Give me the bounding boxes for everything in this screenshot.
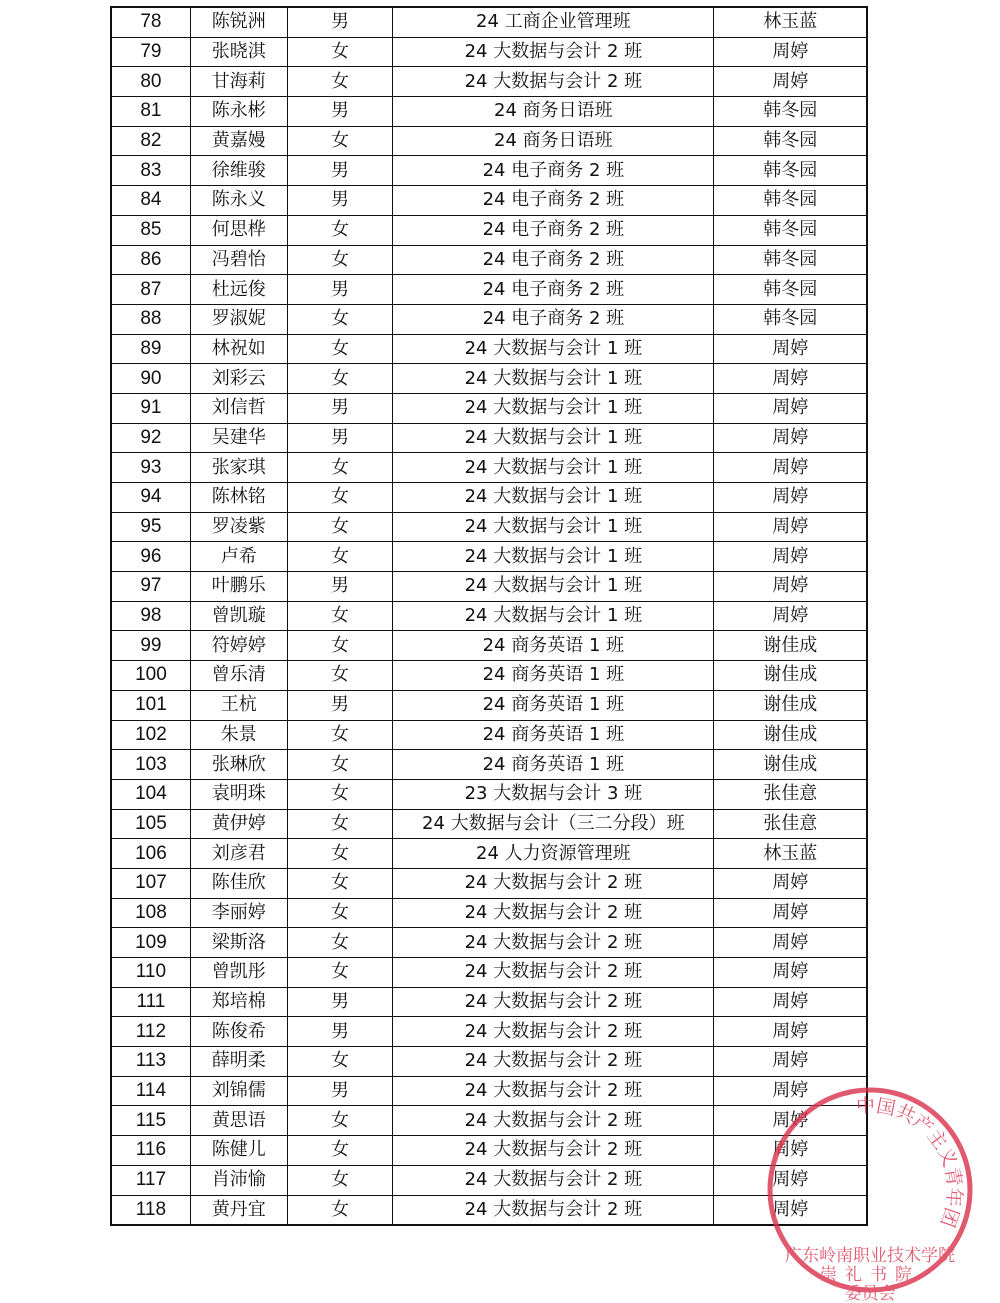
row-number-cell: 96 <box>111 542 190 572</box>
gender-cell: 男 <box>287 393 393 423</box>
teacher-name-cell: 韩冬园 <box>714 304 867 334</box>
student-name-cell: 刘信哲 <box>190 393 287 423</box>
student-name-cell: 袁明珠 <box>190 779 287 809</box>
teacher-name-cell: 林玉蓝 <box>714 7 867 37</box>
gender-cell: 女 <box>287 512 393 542</box>
teacher-name-cell: 周婷 <box>714 1017 867 1047</box>
gender-cell: 男 <box>287 1076 393 1106</box>
student-name-cell: 李丽婷 <box>190 898 287 928</box>
table-row <box>111 1136 867 1166</box>
gender-cell: 女 <box>287 215 393 245</box>
row-number-cell: 88 <box>111 304 190 334</box>
student-name-cell: 冯碧怡 <box>190 245 287 275</box>
teacher-name-cell: 韩冬园 <box>714 156 867 186</box>
student-name-cell: 陈永义 <box>190 186 287 216</box>
svg-text:中国共产主义青年团 <box>856 1095 966 1230</box>
student-name-cell: 郑培棉 <box>190 987 287 1017</box>
table-row <box>111 928 867 958</box>
row-number-cell: 90 <box>111 364 190 394</box>
class-name-cell: 24 电子商务 2 班 <box>393 156 714 186</box>
table-row <box>111 601 867 631</box>
gender-cell: 男 <box>287 7 393 37</box>
row-number-cell: 102 <box>111 720 190 750</box>
table-body <box>111 7 867 1225</box>
row-number-cell: 105 <box>111 809 190 839</box>
row-number-cell: 92 <box>111 423 190 453</box>
student-name-cell: 甘海莉 <box>190 67 287 97</box>
class-name-cell: 24 人力资源管理班 <box>393 839 714 869</box>
class-name-cell: 23 大数据与会计 3 班 <box>393 779 714 809</box>
gender-cell: 男 <box>287 97 393 127</box>
row-number-cell: 80 <box>111 67 190 97</box>
row-number-cell: 106 <box>111 839 190 869</box>
seal-arc-text: 中国共产主义青年团 <box>855 1094 966 1230</box>
student-name-cell: 刘彦君 <box>190 839 287 869</box>
row-number-cell: 81 <box>111 97 190 127</box>
student-name-cell: 曾凯彤 <box>190 958 287 988</box>
gender-cell: 男 <box>287 572 393 602</box>
gender-cell: 女 <box>287 779 393 809</box>
teacher-name-cell: 周婷 <box>714 1047 867 1077</box>
gender-cell: 女 <box>287 245 393 275</box>
seal-line-3: 委员会 <box>844 1284 896 1303</box>
gender-cell: 女 <box>287 839 393 869</box>
gender-cell: 男 <box>287 423 393 453</box>
teacher-name-cell: 林玉蓝 <box>714 839 867 869</box>
class-name-cell: 24 大数据与会计 1 班 <box>393 334 714 364</box>
teacher-name-cell: 周婷 <box>714 512 867 542</box>
student-name-cell: 黄嘉嫚 <box>190 126 287 156</box>
student-list-table <box>110 6 868 1226</box>
student-name-cell: 朱景 <box>190 720 287 750</box>
table-row <box>111 720 867 750</box>
row-number-cell: 98 <box>111 601 190 631</box>
class-name-cell: 24 大数据与会计 2 班 <box>393 928 714 958</box>
student-name-cell: 陈永彬 <box>190 97 287 127</box>
table-row <box>111 1017 867 1047</box>
teacher-name-cell: 周婷 <box>714 1136 867 1166</box>
student-name-cell: 陈健儿 <box>190 1136 287 1166</box>
class-name-cell: 24 大数据与会计 1 班 <box>393 483 714 513</box>
gender-cell: 女 <box>287 364 393 394</box>
row-number-cell: 113 <box>111 1047 190 1077</box>
teacher-name-cell: 谢佳成 <box>714 750 867 780</box>
teacher-name-cell: 周婷 <box>714 928 867 958</box>
table-row <box>111 453 867 483</box>
teacher-name-cell: 周婷 <box>714 542 867 572</box>
class-name-cell: 24 大数据与会计 1 班 <box>393 572 714 602</box>
student-name-cell: 杜远俊 <box>190 275 287 305</box>
row-number-cell: 91 <box>111 393 190 423</box>
class-name-cell: 24 大数据与会计 2 班 <box>393 37 714 67</box>
student-name-cell: 肖沛愉 <box>190 1165 287 1195</box>
gender-cell: 女 <box>287 1106 393 1136</box>
table-row <box>111 1076 867 1106</box>
student-name-cell: 张琳欣 <box>190 750 287 780</box>
table-row <box>111 1165 867 1195</box>
row-number-cell: 116 <box>111 1136 190 1166</box>
table-row <box>111 839 867 869</box>
row-number-cell: 107 <box>111 868 190 898</box>
teacher-name-cell: 周婷 <box>714 572 867 602</box>
gender-cell: 女 <box>287 868 393 898</box>
teacher-name-cell: 周婷 <box>714 423 867 453</box>
table-row <box>111 7 867 37</box>
row-number-cell: 79 <box>111 37 190 67</box>
class-name-cell: 24 大数据与会计 1 班 <box>393 512 714 542</box>
row-number-cell: 93 <box>111 453 190 483</box>
teacher-name-cell: 张佳意 <box>714 809 867 839</box>
table-row <box>111 483 867 513</box>
row-number-cell: 103 <box>111 750 190 780</box>
student-name-cell: 林祝如 <box>190 334 287 364</box>
teacher-name-cell: 张佳意 <box>714 779 867 809</box>
class-name-cell: 24 商务英语 1 班 <box>393 750 714 780</box>
class-name-cell: 24 大数据与会计 2 班 <box>393 1076 714 1106</box>
teacher-name-cell: 周婷 <box>714 37 867 67</box>
table-row <box>111 126 867 156</box>
class-name-cell: 24 大数据与会计 1 班 <box>393 423 714 453</box>
row-number-cell: 114 <box>111 1076 190 1106</box>
class-name-cell: 24 大数据与会计 2 班 <box>393 1136 714 1166</box>
table-row <box>111 958 867 988</box>
student-name-cell: 符婷婷 <box>190 631 287 661</box>
gender-cell: 女 <box>287 601 393 631</box>
table-row <box>111 1047 867 1077</box>
teacher-name-cell: 韩冬园 <box>714 215 867 245</box>
student-name-cell: 薛明柔 <box>190 1047 287 1077</box>
row-number-cell: 85 <box>111 215 190 245</box>
gender-cell: 男 <box>287 690 393 720</box>
student-name-cell: 曾凯璇 <box>190 601 287 631</box>
class-name-cell: 24 大数据与会计 1 班 <box>393 453 714 483</box>
student-name-cell: 叶鹏乐 <box>190 572 287 602</box>
class-name-cell: 24 商务日语班 <box>393 126 714 156</box>
table-row <box>111 215 867 245</box>
row-number-cell: 101 <box>111 690 190 720</box>
table-row <box>111 364 867 394</box>
row-number-cell: 118 <box>111 1195 190 1225</box>
teacher-name-cell: 韩冬园 <box>714 126 867 156</box>
row-number-cell: 94 <box>111 483 190 513</box>
student-name-cell: 罗淑妮 <box>190 304 287 334</box>
teacher-name-cell: 周婷 <box>714 453 867 483</box>
row-number-cell: 99 <box>111 631 190 661</box>
student-name-cell: 梁斯洛 <box>190 928 287 958</box>
row-number-cell: 84 <box>111 186 190 216</box>
gender-cell: 女 <box>287 126 393 156</box>
teacher-name-cell: 谢佳成 <box>714 720 867 750</box>
student-name-cell: 何思桦 <box>190 215 287 245</box>
class-name-cell: 24 商务英语 1 班 <box>393 720 714 750</box>
gender-cell: 女 <box>287 453 393 483</box>
teacher-name-cell: 周婷 <box>714 1106 867 1136</box>
row-number-cell: 104 <box>111 779 190 809</box>
gender-cell: 女 <box>287 304 393 334</box>
teacher-name-cell: 周婷 <box>714 898 867 928</box>
teacher-name-cell: 周婷 <box>714 393 867 423</box>
teacher-name-cell: 周婷 <box>714 1195 867 1225</box>
teacher-name-cell: 谢佳成 <box>714 631 867 661</box>
student-name-cell: 陈俊希 <box>190 1017 287 1047</box>
class-name-cell: 24 电子商务 2 班 <box>393 304 714 334</box>
teacher-name-cell: 周婷 <box>714 987 867 1017</box>
gender-cell: 女 <box>287 809 393 839</box>
row-number-cell: 115 <box>111 1106 190 1136</box>
gender-cell: 女 <box>287 661 393 691</box>
seal-line-1: 广东岭南职业技术学院 <box>785 1246 955 1266</box>
gender-cell: 男 <box>287 275 393 305</box>
teacher-name-cell: 周婷 <box>714 1165 867 1195</box>
class-name-cell: 24 商务英语 1 班 <box>393 690 714 720</box>
gender-cell: 女 <box>287 898 393 928</box>
gender-cell: 女 <box>287 483 393 513</box>
class-name-cell: 24 大数据与会计 2 班 <box>393 1165 714 1195</box>
table-row <box>111 156 867 186</box>
teacher-name-cell: 周婷 <box>714 601 867 631</box>
row-number-cell: 89 <box>111 334 190 364</box>
class-name-cell: 24 大数据与会计 1 班 <box>393 601 714 631</box>
student-name-cell: 陈佳欣 <box>190 868 287 898</box>
table-row <box>111 690 867 720</box>
student-name-cell: 陈锐洲 <box>190 7 287 37</box>
seal-line-2: 崇礼书院 <box>820 1265 920 1285</box>
teacher-name-cell: 韩冬园 <box>714 245 867 275</box>
class-name-cell: 24 电子商务 2 班 <box>393 186 714 216</box>
row-number-cell: 111 <box>111 987 190 1017</box>
student-name-cell: 刘锦儒 <box>190 1076 287 1106</box>
class-name-cell: 24 商务英语 1 班 <box>393 631 714 661</box>
class-name-cell: 24 大数据与会计（三二分段）班 <box>393 809 714 839</box>
class-name-cell: 24 工商企业管理班 <box>393 7 714 37</box>
class-name-cell: 24 大数据与会计 2 班 <box>393 958 714 988</box>
class-name-cell: 24 商务英语 1 班 <box>393 661 714 691</box>
student-name-cell: 黄伊婷 <box>190 809 287 839</box>
class-name-cell: 24 大数据与会计 2 班 <box>393 1195 714 1225</box>
class-name-cell: 24 大数据与会计 1 班 <box>393 364 714 394</box>
row-number-cell: 110 <box>111 958 190 988</box>
teacher-name-cell: 韩冬园 <box>714 97 867 127</box>
gender-cell: 女 <box>287 720 393 750</box>
teacher-name-cell: 周婷 <box>714 334 867 364</box>
gender-cell: 女 <box>287 958 393 988</box>
table-row <box>111 1195 867 1225</box>
class-name-cell: 24 大数据与会计 2 班 <box>393 1047 714 1077</box>
table-row <box>111 779 867 809</box>
row-number-cell: 112 <box>111 1017 190 1047</box>
table-row <box>111 987 867 1017</box>
teacher-name-cell: 周婷 <box>714 364 867 394</box>
student-name-cell: 黄丹宜 <box>190 1195 287 1225</box>
gender-cell: 女 <box>287 1136 393 1166</box>
gender-cell: 女 <box>287 334 393 364</box>
teacher-name-cell: 周婷 <box>714 1076 867 1106</box>
table-row <box>111 631 867 661</box>
gender-cell: 女 <box>287 37 393 67</box>
table-row <box>111 572 867 602</box>
gender-cell: 女 <box>287 750 393 780</box>
table-row <box>111 97 867 127</box>
student-name-cell: 徐维骏 <box>190 156 287 186</box>
gender-cell: 女 <box>287 1195 393 1225</box>
table-row <box>111 898 867 928</box>
row-number-cell: 78 <box>111 7 190 37</box>
class-name-cell: 24 大数据与会计 2 班 <box>393 868 714 898</box>
student-name-cell: 王杭 <box>190 690 287 720</box>
row-number-cell: 82 <box>111 126 190 156</box>
student-name-cell: 陈林铭 <box>190 483 287 513</box>
row-number-cell: 97 <box>111 572 190 602</box>
gender-cell: 男 <box>287 156 393 186</box>
gender-cell: 男 <box>287 186 393 216</box>
table-row <box>111 67 867 97</box>
gender-cell: 女 <box>287 1047 393 1077</box>
class-name-cell: 24 电子商务 2 班 <box>393 275 714 305</box>
student-name-cell: 吴建华 <box>190 423 287 453</box>
student-name-cell: 黄思语 <box>190 1106 287 1136</box>
student-name-cell: 曾乐清 <box>190 661 287 691</box>
row-number-cell: 117 <box>111 1165 190 1195</box>
gender-cell: 女 <box>287 1165 393 1195</box>
gender-cell: 男 <box>287 987 393 1017</box>
student-name-cell: 张家琪 <box>190 453 287 483</box>
gender-cell: 女 <box>287 542 393 572</box>
row-number-cell: 83 <box>111 156 190 186</box>
teacher-name-cell: 韩冬园 <box>714 186 867 216</box>
class-name-cell: 24 大数据与会计 1 班 <box>393 393 714 423</box>
row-number-cell: 87 <box>111 275 190 305</box>
teacher-name-cell: 周婷 <box>714 868 867 898</box>
row-number-cell: 86 <box>111 245 190 275</box>
student-name-cell: 罗凌紫 <box>190 512 287 542</box>
row-number-cell: 100 <box>111 661 190 691</box>
teacher-name-cell: 周婷 <box>714 67 867 97</box>
student-name-cell: 张晓淇 <box>190 37 287 67</box>
row-number-cell: 109 <box>111 928 190 958</box>
table-row <box>111 423 867 453</box>
table-row <box>111 275 867 305</box>
class-name-cell: 24 电子商务 2 班 <box>393 215 714 245</box>
class-name-cell: 24 大数据与会计 2 班 <box>393 987 714 1017</box>
class-name-cell: 24 大数据与会计 2 班 <box>393 67 714 97</box>
table-row <box>111 186 867 216</box>
teacher-name-cell: 韩冬园 <box>714 275 867 305</box>
table-row <box>111 750 867 780</box>
gender-cell: 女 <box>287 67 393 97</box>
table-row <box>111 542 867 572</box>
table-row <box>111 393 867 423</box>
table-row <box>111 868 867 898</box>
teacher-name-cell: 周婷 <box>714 483 867 513</box>
table-row <box>111 245 867 275</box>
table-row <box>111 37 867 67</box>
row-number-cell: 95 <box>111 512 190 542</box>
class-name-cell: 24 大数据与会计 2 班 <box>393 1017 714 1047</box>
row-number-cell: 108 <box>111 898 190 928</box>
student-name-cell: 刘彩云 <box>190 364 287 394</box>
class-name-cell: 24 大数据与会计 2 班 <box>393 898 714 928</box>
table-row <box>111 334 867 364</box>
gender-cell: 女 <box>287 928 393 958</box>
gender-cell: 男 <box>287 1017 393 1047</box>
student-name-cell: 卢希 <box>190 542 287 572</box>
class-name-cell: 24 大数据与会计 2 班 <box>393 1106 714 1136</box>
table-row <box>111 809 867 839</box>
class-name-cell: 24 电子商务 2 班 <box>393 245 714 275</box>
class-name-cell: 24 大数据与会计 1 班 <box>393 542 714 572</box>
table-row <box>111 661 867 691</box>
teacher-name-cell: 周婷 <box>714 958 867 988</box>
table-row <box>111 1106 867 1136</box>
teacher-name-cell: 谢佳成 <box>714 661 867 691</box>
teacher-name-cell: 谢佳成 <box>714 690 867 720</box>
table-row <box>111 512 867 542</box>
gender-cell: 女 <box>287 631 393 661</box>
class-name-cell: 24 商务日语班 <box>393 97 714 127</box>
table-row <box>111 304 867 334</box>
